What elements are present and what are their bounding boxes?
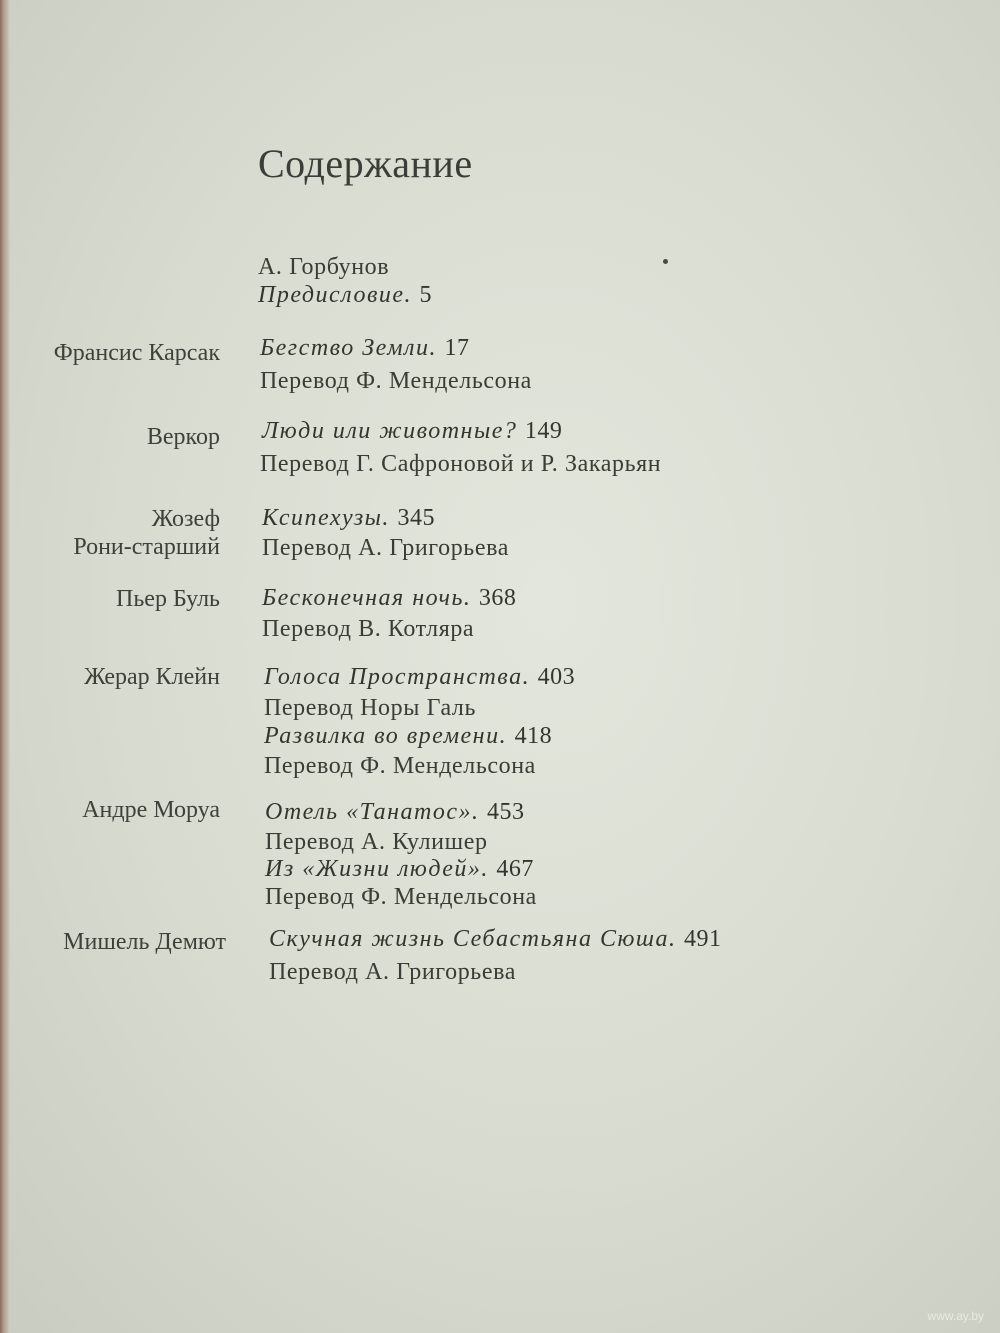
page-title: Содержание	[258, 141, 473, 186]
translator-line: Перевод Ф. Мендельсона	[264, 753, 536, 779]
translator-line: Перевод А. Григорьева	[269, 959, 516, 985]
page-number: 149	[524, 418, 563, 444]
watermark: www.ay.by	[927, 1309, 984, 1323]
page-number: 418	[514, 723, 553, 749]
translator-line: Перевод Г. Сафроновой и Р. Закарьян	[260, 451, 662, 477]
page-number: 453	[486, 799, 525, 825]
work-title: Бесконечная ночь.	[262, 585, 472, 611]
translator-line: Перевод А. Кулишер	[265, 829, 488, 855]
work-title: Скучная жизнь Себастьяна Сюша.	[269, 926, 677, 952]
work-entry	[262, 583, 516, 613]
work-title: Развилка во времени.	[264, 723, 508, 749]
work-title: Ксипехузы.	[262, 505, 390, 531]
translator-line: Перевод В. Котляра	[262, 616, 475, 642]
author-name-line1: Жозеф	[151, 506, 220, 532]
work-entry	[264, 721, 552, 751]
work-entry	[264, 662, 575, 692]
author-name: Мишель Демют	[63, 929, 226, 955]
work-entry	[265, 797, 524, 827]
author-name: Франсис Карсак	[53, 340, 220, 366]
work-title: Люди или животные?	[262, 418, 518, 444]
work-entry	[265, 854, 534, 884]
translator-line: Перевод Норы Галь	[264, 695, 477, 721]
work-entry	[269, 924, 722, 954]
work-title: Голоса Пространства.	[264, 664, 531, 690]
page-number: 345	[397, 505, 435, 531]
work-entry	[262, 416, 562, 446]
intro-author: А. Горбунов	[258, 254, 390, 280]
work-title: Из «Жизни людей».	[265, 856, 489, 882]
paper-speck	[663, 259, 668, 264]
translator-line: Перевод А. Григорьева	[262, 535, 509, 561]
work-title: Отель «Танатос».	[265, 799, 480, 825]
page-number: 467	[496, 856, 534, 882]
page-number: 491	[684, 926, 722, 952]
page-number: 368	[478, 585, 517, 611]
author-name: Андре Моруа	[82, 797, 220, 823]
author-name: Веркор	[146, 424, 220, 450]
intro-work	[258, 280, 432, 310]
work-entry	[262, 503, 435, 533]
author-name: Жерар Клейн	[84, 664, 220, 690]
author-name: Пьер Буль	[116, 586, 220, 612]
author-name-line2: Рони-старший	[73, 534, 220, 560]
page-number: 5	[419, 282, 433, 308]
work-title: Бегство Земли.	[260, 335, 437, 361]
translator-line: Перевод Ф. Мендельсона	[265, 884, 537, 910]
work-title: Предисловие.	[258, 282, 413, 308]
translator-line: Перевод Ф. Мендельсона	[260, 368, 532, 394]
page-number: 17	[444, 335, 470, 361]
work-entry	[260, 333, 469, 363]
page-number: 403	[537, 664, 576, 690]
